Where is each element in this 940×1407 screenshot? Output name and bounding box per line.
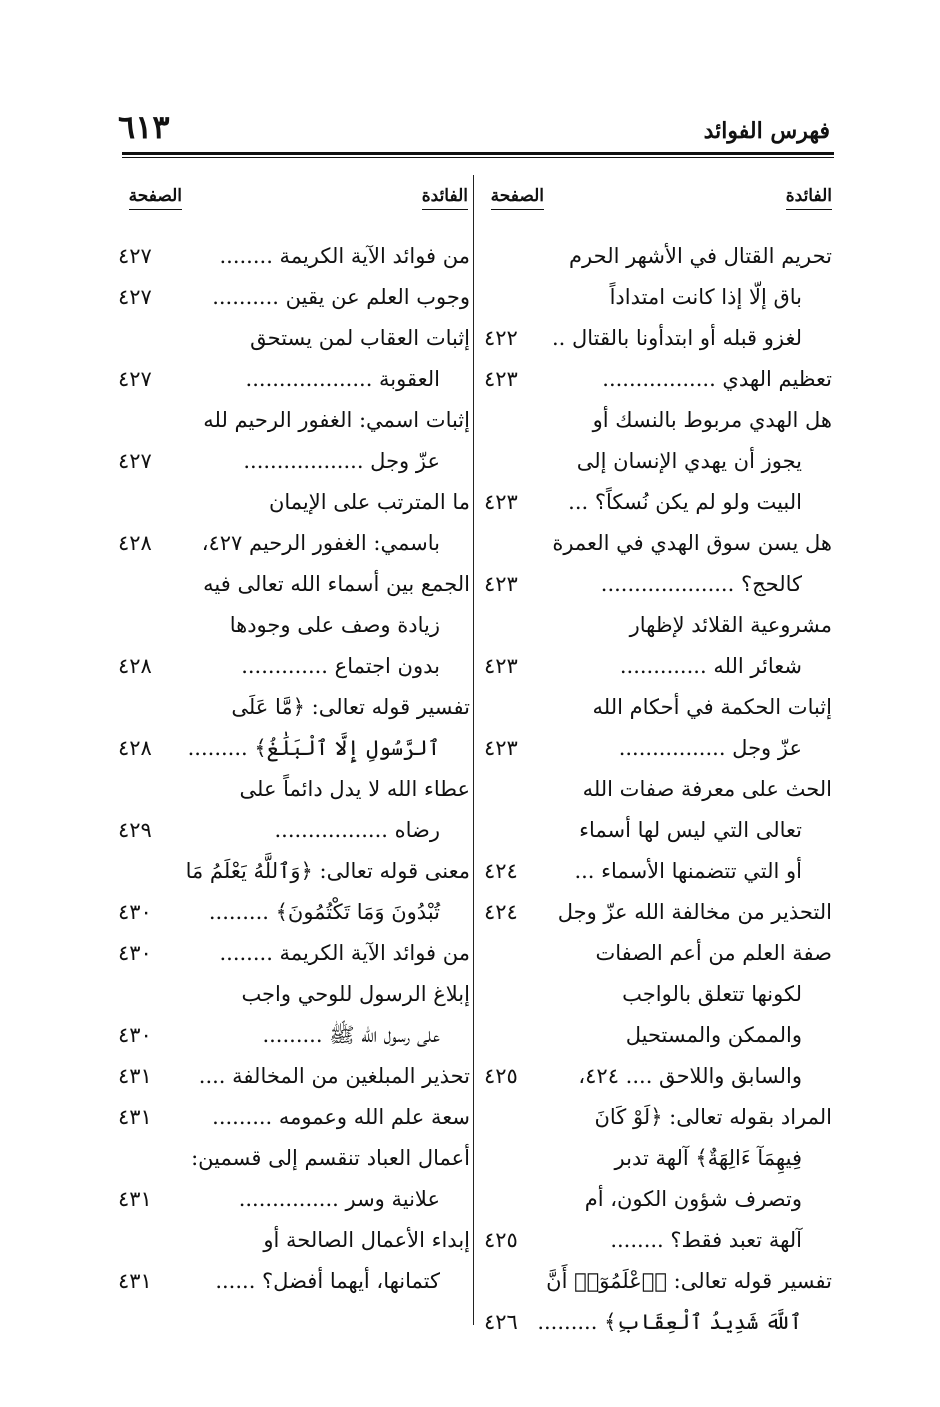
entry-page-number: ٤٢٨ bbox=[118, 736, 152, 760]
index-entry-line bbox=[484, 564, 832, 605]
entry-page-number: ٤٣١ bbox=[118, 1187, 152, 1211]
entry-text: كالحج؟ .................... bbox=[600, 572, 802, 596]
entry-text: تحريم القتال في الأشهر الحرم bbox=[569, 244, 832, 268]
header-rule-thin bbox=[122, 157, 834, 158]
entry-text: أعمال العباد تنقسم إلى قسمين: bbox=[191, 1146, 470, 1170]
entry-text: سعة علم الله وعمومه ......... bbox=[212, 1105, 470, 1129]
index-entry-line bbox=[118, 1015, 470, 1056]
index-entry-line bbox=[484, 1302, 832, 1343]
entry-page-number: ٤٢٨ bbox=[118, 531, 152, 555]
entry-text: تفسير قوله تعالى: ﴿ٱعْلَمُوٓا۟ أَنَّ bbox=[546, 1269, 832, 1293]
index-entry-line bbox=[484, 482, 832, 523]
index-entry-line bbox=[118, 564, 470, 605]
entry-page-number: ٤٢٣ bbox=[484, 367, 518, 391]
index-entry-line bbox=[484, 851, 832, 892]
entry-text: إبلاغ الرسول للوحي واجب bbox=[241, 982, 470, 1006]
left-page-heading: الصفحة bbox=[129, 186, 182, 206]
right-page-heading: الصفحة bbox=[491, 186, 544, 206]
entry-page-number: ٤٢٣ bbox=[484, 736, 518, 760]
index-entry-line bbox=[484, 523, 832, 564]
entry-text: صفة العلم من أعم الصفات bbox=[595, 941, 832, 965]
entry-text: علانية وسر ............... bbox=[238, 1187, 440, 1211]
entry-text: عطاء الله لا يدل دائماً على bbox=[239, 777, 470, 801]
index-entry-line bbox=[484, 646, 832, 687]
index-entry-line bbox=[118, 1138, 470, 1179]
header-rule-thick bbox=[122, 152, 834, 155]
index-entry-line bbox=[118, 687, 470, 728]
entry-text: يجوز أن يهدي الإنسان إلى bbox=[576, 449, 802, 473]
index-entry-line bbox=[118, 318, 470, 359]
entry-page-number: ٤٣١ bbox=[118, 1064, 152, 1088]
index-entry-line bbox=[484, 605, 832, 646]
index-entry-line bbox=[484, 318, 832, 359]
entry-page-number: ٤٢٤ bbox=[484, 900, 518, 924]
entry-text: رضاه ................. bbox=[274, 818, 440, 842]
index-entry-line bbox=[484, 1097, 832, 1138]
entry-page-number: ٤٢٩ bbox=[118, 818, 152, 842]
index-entry-line bbox=[118, 1261, 470, 1302]
entry-text: التحذير من مخالفة الله عزّ وجل bbox=[557, 900, 832, 924]
entry-text: والممكن والمستحيل bbox=[625, 1023, 802, 1047]
running-header-title: فهرس الفوائد bbox=[703, 118, 830, 144]
entry-text: بدون اجتماع ............. bbox=[241, 654, 440, 678]
index-entry-line bbox=[484, 974, 832, 1015]
entry-text: إبداء الأعمال الصالحة أو bbox=[263, 1228, 470, 1252]
entry-page-number: ٤٢٧ bbox=[118, 449, 152, 473]
column-divider bbox=[473, 175, 474, 1325]
index-entry-line bbox=[118, 769, 470, 810]
entry-text: آلهة تعبد فقط؟ ........ bbox=[610, 1228, 802, 1252]
entry-text: معنى قوله تعالى: ﴿وَٱللَّهُ يَعْلَمُ مَا bbox=[185, 859, 470, 883]
index-entry-line bbox=[484, 933, 832, 974]
entry-page-number: ٤٢٣ bbox=[484, 654, 518, 678]
entry-page-number: ٤٢٢ bbox=[484, 326, 518, 350]
index-entry-line bbox=[484, 1179, 832, 1220]
entry-text: مشروعية القلائد لإظهار bbox=[629, 613, 832, 637]
index-entry-line bbox=[484, 277, 832, 318]
entry-text: تعظيم الهدي ................. bbox=[602, 367, 832, 391]
entry-text: العقوبة ................... bbox=[245, 367, 440, 391]
entry-text: من فوائد الآية الكريمة ........ bbox=[219, 941, 470, 965]
index-entry-line bbox=[484, 1220, 832, 1261]
entry-text: لغزو قبله أو ابتدأونا بالقتال .. bbox=[551, 326, 802, 350]
entry-text: تفسير قوله تعالى: ﴿مَّا عَلَى bbox=[231, 695, 470, 719]
index-entry-line bbox=[484, 1015, 832, 1056]
right-benefit-heading: الفائدة bbox=[786, 186, 832, 206]
entry-text: باسمي: الغفور الرحيم ٤٢٧، bbox=[201, 531, 440, 555]
entry-text: باق إلّا إذا كانت امتداداً bbox=[609, 285, 802, 309]
entry-page-number: ٤٣٠ bbox=[118, 941, 152, 965]
entry-text: هل يسن سوق الهدي في العمرة bbox=[552, 531, 832, 555]
entry-page-number: ٤٢٨ bbox=[118, 654, 152, 678]
index-entry-line bbox=[484, 1261, 832, 1302]
right-index-column bbox=[484, 236, 832, 1343]
index-entry-line bbox=[484, 810, 832, 851]
entry-page-number: ٤٢٤ bbox=[484, 859, 518, 883]
index-entry-line bbox=[118, 605, 470, 646]
entry-page-number: ٤٢٥ bbox=[484, 1064, 518, 1088]
index-entry-line bbox=[484, 687, 832, 728]
entry-text: شعائر الله ............. bbox=[619, 654, 802, 678]
index-entry-line bbox=[118, 1220, 470, 1261]
index-entry-line bbox=[118, 646, 470, 687]
entry-text: إثبات اسمي: الغفور الرحيم لله bbox=[203, 408, 470, 432]
index-entry-line bbox=[118, 1179, 470, 1220]
entry-text: البيت ولو لم يكن نُسكاً؟ ... bbox=[568, 490, 802, 514]
index-entry-line bbox=[118, 400, 470, 441]
index-entry-line bbox=[118, 974, 470, 1015]
left-benefit-heading: الفائدة bbox=[422, 186, 468, 206]
entry-text: والسابق واللاحق .... ٤٢٤، bbox=[578, 1064, 802, 1088]
entry-text: إثبات الحكمة في أحكام الله bbox=[592, 695, 832, 719]
entry-page-number: ٤٣١ bbox=[118, 1269, 152, 1293]
entry-text: وجوب العلم عن يقين .......... bbox=[212, 285, 470, 309]
left-index-column bbox=[118, 236, 470, 1302]
entry-page-number: ٤٢٣ bbox=[484, 572, 518, 596]
entry-text: فِيهِمَآ ءَالِهَةٌ﴾ آلهة تدبر bbox=[614, 1146, 802, 1170]
entry-text: المراد بقوله تعالى: ﴿لَوْ كَانَ bbox=[594, 1105, 832, 1129]
entry-text: من فوائد الآية الكريمة ........ bbox=[219, 244, 470, 268]
index-entry-line bbox=[484, 400, 832, 441]
index-entry-line bbox=[118, 359, 470, 400]
entry-text: الجمع بين أسماء الله تعالى فيه bbox=[203, 572, 470, 596]
entry-text: ما المترتب على الإيمان bbox=[268, 490, 470, 514]
entry-page-number: ٤٢٧ bbox=[118, 244, 152, 268]
entry-text: الحث على معرفة صفات الله bbox=[582, 777, 832, 801]
index-entry-line bbox=[118, 482, 470, 523]
entry-page-number: ٤٣٠ bbox=[118, 900, 152, 924]
entry-page-number: ٤٢٧ bbox=[118, 285, 152, 309]
index-entry-line bbox=[484, 892, 832, 933]
index-entry-line bbox=[118, 1097, 470, 1138]
entry-page-number: ٤٢٦ bbox=[484, 1310, 518, 1334]
index-entry-line bbox=[484, 1056, 832, 1097]
index-entry-line bbox=[118, 728, 470, 769]
entry-text: عزّ وجل .................. bbox=[243, 449, 440, 473]
entry-text: وتصرف شؤون الكون، أم bbox=[584, 1187, 802, 1211]
index-entry-line bbox=[484, 236, 832, 277]
entry-page-number: ٤٢٧ bbox=[118, 367, 152, 391]
entry-text: على رسول الله ﷺ ......... bbox=[262, 1023, 440, 1047]
entry-page-number: ٤٣١ bbox=[118, 1105, 152, 1129]
page-number: ٦١٣ bbox=[118, 108, 170, 146]
index-entry-line bbox=[118, 810, 470, 851]
entry-text: هل الهدي مربوط بالنسك أو bbox=[592, 408, 832, 432]
index-entry-line bbox=[118, 236, 470, 277]
entry-text: أو التي تتضمنها الأسماء ... bbox=[574, 859, 802, 883]
index-entry-line bbox=[118, 523, 470, 564]
entry-text: تحذير المبلغين من المخالفة .... bbox=[198, 1064, 470, 1088]
entry-text: إثبات العقاب لمن يستحق bbox=[250, 326, 470, 350]
index-entry-line bbox=[484, 1138, 832, 1179]
index-entry-line bbox=[118, 851, 470, 892]
entry-text: تعالى التي ليس لها أسماء bbox=[579, 818, 802, 842]
index-entry-line bbox=[118, 933, 470, 974]
index-entry-line bbox=[118, 441, 470, 482]
entry-text: ٱللَّهَ شَدِيدُ ٱلْعِقَابِ﴾ ......... bbox=[537, 1310, 802, 1334]
index-entry-line bbox=[484, 441, 832, 482]
index-entry-line bbox=[484, 728, 832, 769]
index-entry-line bbox=[118, 277, 470, 318]
entry-text: كتمانها، أيهما أفضل؟ ...... bbox=[215, 1269, 440, 1293]
index-entry-line bbox=[118, 892, 470, 933]
index-entry-line bbox=[484, 359, 832, 400]
entry-page-number: ٤٢٥ bbox=[484, 1228, 518, 1252]
index-entry-line bbox=[484, 769, 832, 810]
index-entry-line bbox=[118, 1056, 470, 1097]
entry-text: عزّ وجل ................ bbox=[618, 736, 802, 760]
entry-text: تُبْدُونَ وَمَا تَكْتُمُونَ﴾ ......... bbox=[208, 900, 440, 924]
entry-page-number: ٤٢٣ bbox=[484, 490, 518, 514]
entry-page-number: ٤٣٠ bbox=[118, 1023, 152, 1047]
entry-text: لكونها تتعلق بالواجب bbox=[622, 982, 802, 1006]
entry-text: زيادة وصف على وجودها bbox=[229, 613, 440, 637]
entry-text: ٱلرَّسُولِ إِلَّا ٱلْبَلَٰغُ﴾ ......... bbox=[187, 736, 440, 760]
